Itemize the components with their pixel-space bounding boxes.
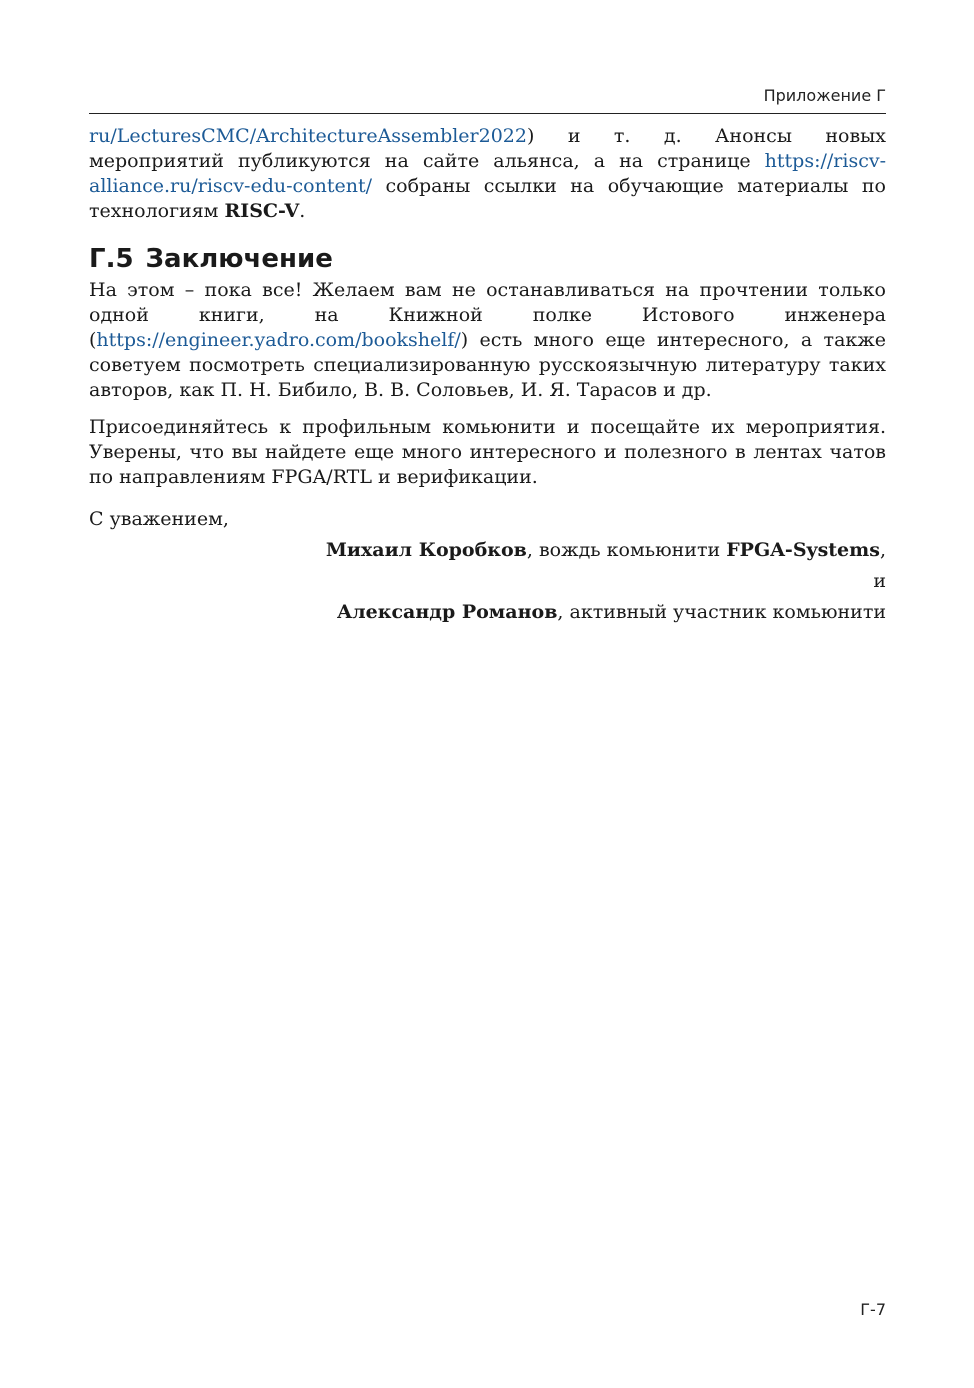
conclusion-paragraph-2: Присоединяйтесь к профильным комьюнити и посещайте их мероприятия. Уверены, что вы найдете еще много интересного и полезного в лентах чатов по направлениям FPGA/RTL и верификации. [89,416,886,488]
bookshelf-link[interactable]: https://engineer.yadro.com/bookshelf/ [96,329,461,351]
para1-text-1: На этом – пока все! Желаем вам не останавливаться на прочтении только одной книги, на Книжной полке Истового инженера ( [89,279,886,351]
signature-2-name: Александр Романов [336,601,558,623]
running-head: Приложение Г [763,86,886,105]
signature-2-role: , активный участник комьюнити [557,601,886,623]
intro-paragraph [89,124,886,224]
page-number: Г-7 [860,1300,886,1319]
lectures-link[interactable]: ru/LecturesCMC/ArchitectureAssembler2022 [89,125,527,147]
section-title: Заключение [145,244,333,274]
signature-1-name: Михаил Коробков [325,539,527,561]
riscv-edu-link[interactable]: https://riscv-alliance.ru/riscv-edu-content/ [89,150,886,197]
conclusion-paragraph-1 [89,278,886,403]
intro-text-2: собраны ссылки на обучающие материалы по технологиям [89,175,886,222]
section-number: Г.5 [89,244,134,274]
signature-1-org: FPGA-Systems [726,539,880,561]
header-rule [89,113,886,114]
signature-1 [89,538,886,563]
section-heading [89,243,886,275]
intro-text-1: ) и т. д. Анонсы новых мероприятий публикуются на сайте альянса, а на странице [89,125,886,172]
greeting: С уважением, [89,508,229,530]
signature-conjunction: и [873,570,886,592]
riscv-term: RISC-V [224,200,300,222]
signature-1-end: , [879,539,886,561]
signature-1-role: , вождь комьюнити [526,539,727,561]
para1-text-2: ) есть много еще интересного, а также советуем посмотреть специализированную русскоязычную литературу таких авторов, как П. Н. Бибило, В. В. Соловьев, И. Я. Тарасов и др. [89,329,886,401]
page-content [89,124,886,625]
signature-2 [89,600,886,625]
intro-text-3: . [299,200,306,222]
